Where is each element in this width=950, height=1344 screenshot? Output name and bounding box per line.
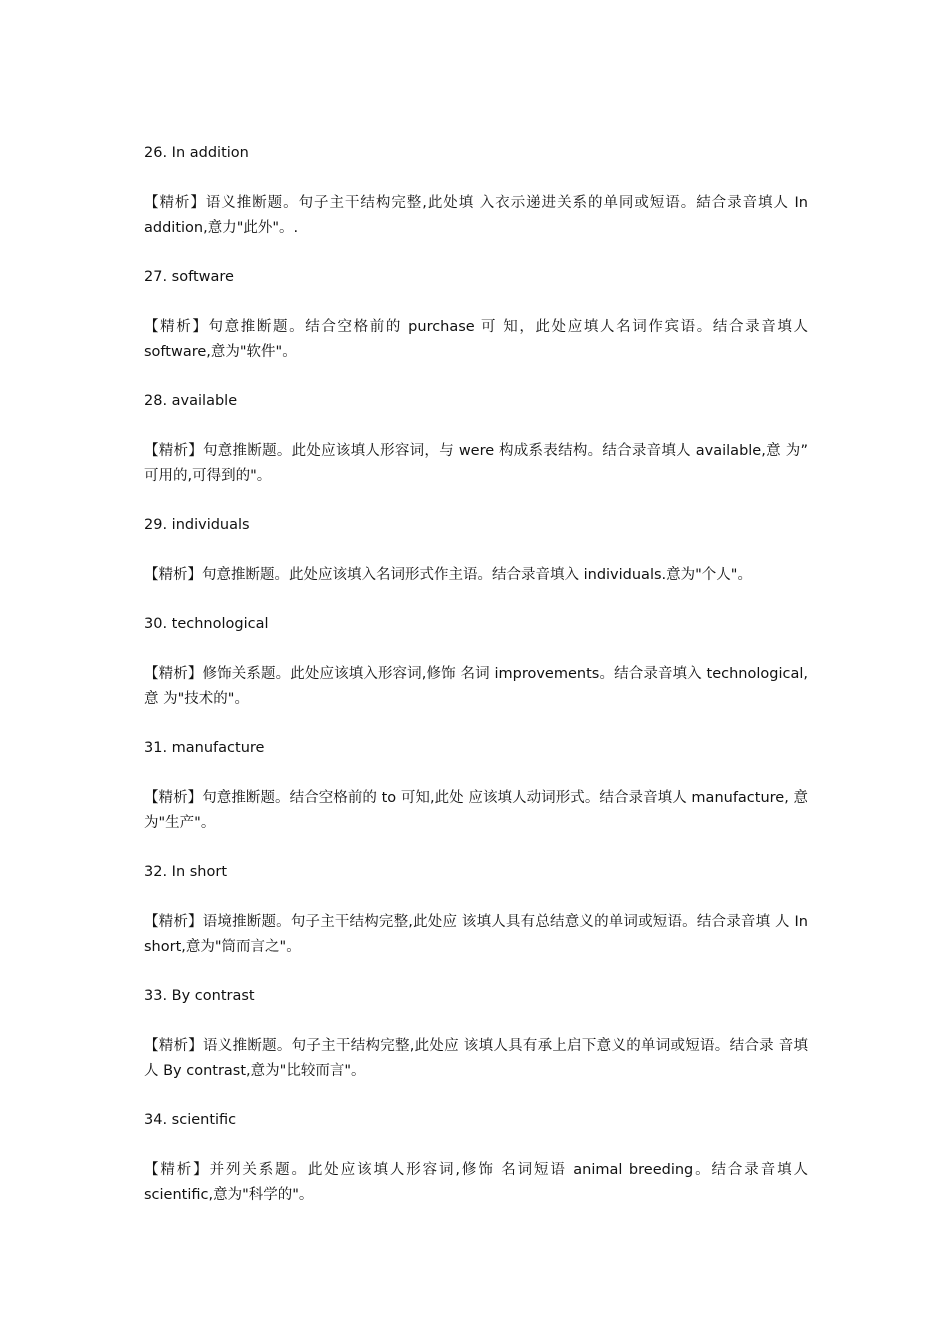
answer-item-29 — [144, 513, 808, 588]
answer-item-34 — [144, 1108, 808, 1208]
answer-item-28 — [144, 389, 808, 489]
answer-item-26 — [144, 141, 808, 241]
answer-heading: 34. scientific — [144, 1112, 237, 1128]
answer-heading: 30. technological — [144, 616, 269, 632]
answer-heading: 27. software — [144, 269, 234, 285]
answer-analysis: 【精析】语义推断题。句子主干结构完整,此处填 入衣示递进关系的单同或短语。結合录音填人 In addition,意力"此外"。. — [144, 195, 808, 236]
answer-heading: 33. By contrast — [144, 988, 255, 1004]
answer-item-33 — [144, 984, 808, 1084]
answer-analysis: 【精析】并列关系题。此处应该填人形容词,修饰 名词短语 animal breeding。结合录音填人 scientific,意为"科学的"。 — [144, 1162, 808, 1203]
answer-heading: 28. available — [144, 393, 238, 409]
answer-heading: 26. In addition — [144, 145, 249, 161]
answer-item-32 — [144, 860, 808, 960]
answer-heading: 31. manufacture — [144, 740, 265, 756]
document-page — [144, 141, 808, 1232]
answer-analysis: 【精析】修饰关系题。此处应该填入形容词,修饰 名词 improvements。结合录音填入 technological,意 为"技术的"。 — [144, 666, 808, 707]
answer-item-31 — [144, 736, 808, 836]
answer-analysis: 【精析】句意推断题。结合空格前的 purchase 可 知，此处应填人名词作宾语。结合录音填人 software,意为"软件"。 — [144, 319, 808, 360]
answer-item-30 — [144, 612, 808, 712]
answer-heading: 32. In short — [144, 864, 228, 880]
answer-item-27 — [144, 265, 808, 365]
answer-analysis: 【精析】句意推断题。此处应该填入名词形式作主语。结合录音填入 individuals.意为"个人"。 — [144, 567, 752, 583]
answer-heading: 29. individuals — [144, 517, 250, 533]
answer-analysis: 【精析】句意推断题。结合空格前的 to 可知,此处 应该填人动词形式。结合录音填人 manufacture, 意为"生产"。 — [144, 790, 808, 831]
answer-analysis: 【精析】语义推断题。句子主干结构完整,此处应 该填人具有承上启下意义的单词或短语。结合录 音填人 By contrast,意为"比较而言"。 — [144, 1038, 808, 1079]
answer-analysis: 【精析】句意推断题。此处应该填人形容词，与 were 构成系表结构。结合录音填人 available,意 为” 可用的,可得到的"。 — [144, 443, 808, 484]
answer-analysis: 【精析】语境推断题。句子主干结构完整,此处应 该填人具有总结意义的单词或短语。结合录音填 人 In short,意为"筒而言之"。 — [144, 914, 808, 955]
